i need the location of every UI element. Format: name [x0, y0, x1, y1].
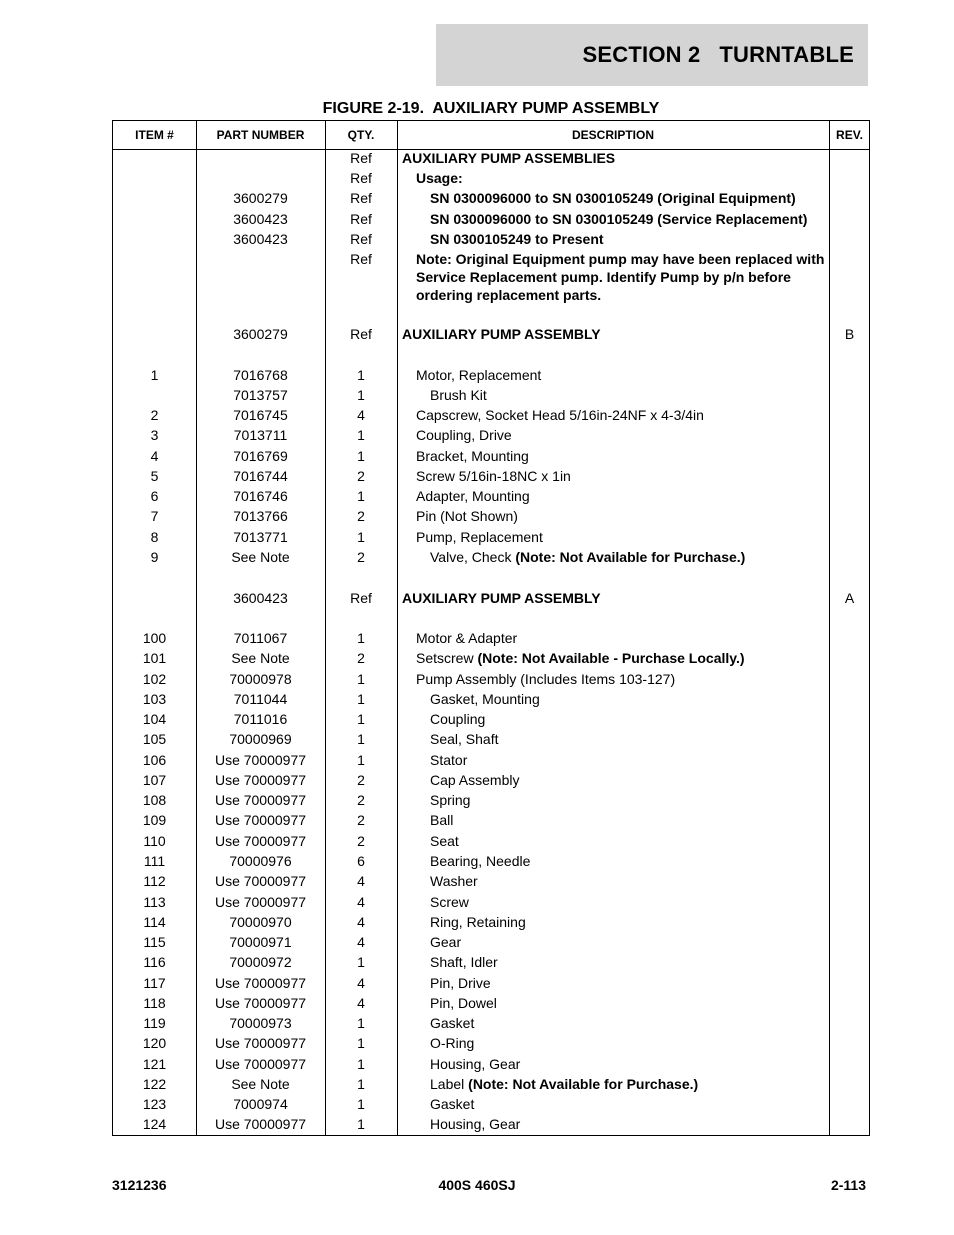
quantity: 1 [357, 367, 365, 383]
description-text: Usage: [416, 170, 463, 186]
quantity: 1 [357, 1035, 365, 1051]
description-text: Coupling, Drive [416, 427, 512, 443]
description [402, 588, 828, 608]
description-text: Screw [430, 894, 469, 910]
description [402, 425, 828, 445]
item-number: 116 [143, 954, 166, 970]
description [402, 229, 828, 249]
part-number: 7011067 [233, 630, 288, 646]
quantity: 2 [357, 833, 365, 849]
quantity: Ref [350, 326, 372, 342]
quantity: 1 [357, 731, 365, 747]
part-number: See Note [231, 549, 290, 565]
item-number: 8 [150, 529, 159, 545]
quantity: 1 [357, 448, 365, 464]
part-number: 7016768 [233, 367, 288, 383]
quantity: 1 [357, 671, 365, 687]
quantity: 2 [357, 508, 365, 524]
table-row [113, 628, 869, 648]
item-number: 103 [142, 691, 167, 707]
part-number: 70000976 [229, 853, 292, 869]
item-number: 124 [142, 1116, 167, 1132]
item-number: 102 [142, 671, 167, 687]
description-text: Pump Assembly (Includes Items 103-127) [416, 671, 676, 687]
description [402, 365, 828, 385]
item-number: 108 [142, 792, 167, 808]
description-text: Ball [430, 812, 454, 828]
item-number: 123 [142, 1096, 167, 1112]
table-row [113, 648, 869, 668]
quantity: 1 [357, 752, 365, 768]
part-number: 7016746 [233, 488, 288, 504]
quantity: 4 [357, 894, 365, 910]
footer-doc-number: 3121236 [112, 1177, 167, 1193]
table-row [113, 851, 869, 871]
description [402, 1074, 828, 1094]
description [402, 851, 828, 871]
item-number: 2 [150, 407, 159, 423]
item-number: 101 [142, 650, 167, 666]
description [402, 993, 828, 1013]
table-row [113, 973, 869, 993]
table-row [113, 148, 869, 168]
description [402, 648, 828, 668]
quantity: 2 [357, 792, 365, 808]
description-text: SN 0300096000 to SN 0300105249 (Service Replacement) [430, 211, 808, 227]
table-row [113, 527, 869, 547]
description [402, 973, 828, 993]
description-text: Gear [430, 934, 462, 950]
part-number: 7013771 [233, 529, 288, 545]
quantity: 2 [357, 468, 365, 484]
quantity: 1 [357, 387, 365, 403]
quantity: Ref [350, 170, 372, 186]
column-header-qty: QTY. [347, 128, 375, 142]
table-row [113, 1114, 869, 1134]
description-text: Spring [430, 792, 471, 808]
quantity: 4 [357, 975, 365, 991]
description-note: (Note: Not Available for Purchase.) [468, 1076, 699, 1092]
part-number: 7013766 [233, 508, 288, 524]
quantity: 4 [357, 914, 365, 930]
part-number: Use 70000977 [214, 995, 307, 1011]
description [402, 466, 828, 486]
item-number: 6 [150, 488, 159, 504]
description-text: O-Ring [430, 1035, 475, 1051]
description [402, 486, 828, 506]
description-text: Shaft, Idler [430, 954, 498, 970]
description-text: Gasket [430, 1096, 475, 1112]
table-row [113, 168, 869, 188]
quantity: 1 [357, 691, 365, 707]
parts-table [112, 120, 870, 1136]
description [402, 871, 828, 891]
description-text: Gasket, Mounting [430, 691, 540, 707]
table-row [113, 405, 869, 425]
description-text: AUXILIARY PUMP ASSEMBLY [402, 590, 601, 606]
table-row [113, 709, 869, 729]
item-number: 112 [143, 873, 166, 889]
description [402, 527, 828, 547]
description-text: Motor & Adapter [416, 630, 518, 646]
table-row [113, 831, 869, 851]
part-number: See Note [231, 650, 290, 666]
description-text: AUXILIARY PUMP ASSEMBLIES [402, 150, 616, 166]
part-number: 7011016 [233, 711, 288, 727]
item-number: 107 [142, 772, 167, 788]
table-row [113, 229, 869, 249]
item-number: 121 [142, 1056, 167, 1072]
description [402, 1033, 828, 1053]
description-text: Bearing, Needle [430, 853, 531, 869]
table-row [113, 365, 869, 385]
quantity: 1 [357, 427, 365, 443]
part-number: Use 70000977 [214, 772, 307, 788]
part-number: 70000973 [229, 1015, 292, 1031]
table-row [113, 486, 869, 506]
part-number: 7011044 [233, 691, 288, 707]
description-text: Gasket [430, 1015, 475, 1031]
table-row [113, 588, 869, 608]
part-number: See Note [231, 1076, 290, 1092]
column-header-description: DESCRIPTION [571, 128, 654, 142]
description [402, 770, 828, 790]
description-text: Housing, Gear [430, 1116, 521, 1132]
table-row [113, 324, 869, 344]
part-number: 7016744 [233, 468, 288, 484]
part-number: 70000970 [229, 914, 292, 930]
table-row [113, 249, 869, 303]
item-number: 117 [143, 975, 166, 991]
description-note: (Note: Not Available - Purchase Locally.) [477, 650, 745, 666]
table-row [113, 892, 869, 912]
item-number: 1 [150, 367, 159, 383]
description-text: Valve, Check [430, 549, 512, 565]
item-number: 114 [143, 914, 166, 930]
description-text: Ring, Retaining [430, 914, 526, 930]
part-number: Use 70000977 [214, 1056, 307, 1072]
part-number: 7013757 [233, 387, 288, 403]
description [402, 385, 828, 405]
description-text: Housing, Gear [430, 1056, 521, 1072]
item-number: 115 [143, 934, 166, 950]
part-number: 3600279 [233, 326, 288, 342]
description-text: Stator [430, 752, 468, 768]
column-header-rev: REV. [836, 128, 863, 142]
description-text: Pin (Not Shown) [416, 508, 518, 524]
description [402, 952, 828, 972]
quantity: 2 [357, 772, 365, 788]
quantity: 2 [357, 812, 365, 828]
description-text: Washer [430, 873, 478, 889]
description-text: Seat [430, 833, 459, 849]
description-text: Seal, Shaft [430, 731, 499, 747]
part-number: 3600279 [233, 190, 288, 206]
table-row [113, 952, 869, 972]
quantity: Ref [350, 150, 372, 166]
figure-title: FIGURE 2-19. AUXILIARY PUMP ASSEMBLY [322, 100, 660, 117]
part-number: Use 70000977 [214, 975, 307, 991]
item-number: 111 [143, 853, 166, 869]
table-row [113, 547, 869, 567]
table-row [113, 770, 869, 790]
description [402, 790, 828, 810]
description-text: Pump, Replacement [416, 529, 543, 545]
description [402, 831, 828, 851]
description-text: AUXILIARY PUMP ASSEMBLY [402, 326, 601, 342]
section-title: SECTION 2 TURNTABLE [582, 42, 854, 67]
quantity: 1 [357, 1116, 365, 1132]
item-number: 104 [142, 711, 167, 727]
item-number: 119 [143, 1015, 166, 1031]
table-row [113, 729, 869, 749]
part-number: 70000969 [229, 731, 292, 747]
quantity: 4 [357, 995, 365, 1011]
description [402, 188, 828, 208]
quantity: 1 [357, 1015, 365, 1031]
part-number: Use 70000977 [214, 894, 307, 910]
quantity: 1 [357, 1076, 365, 1092]
table-row [113, 506, 869, 526]
table-row [113, 932, 869, 952]
part-number: Use 70000977 [214, 1035, 307, 1051]
description-text: Capscrew, Socket Head 5/16in-24NF x 4-3/4in [416, 407, 704, 423]
description-note: (Note: Not Available for Purchase.) [515, 549, 746, 565]
item-number: 5 [150, 468, 159, 484]
quantity: 2 [357, 650, 365, 666]
description [402, 709, 828, 729]
item-number: 9 [150, 549, 159, 565]
description-text: SN 0300105249 to Present [430, 231, 604, 247]
part-number: 7000974 [233, 1096, 288, 1112]
description-text: Coupling [430, 711, 486, 727]
item-number: 109 [142, 812, 167, 828]
description-text: Label [430, 1076, 465, 1092]
part-number: 7013711 [233, 427, 288, 443]
description [402, 729, 828, 749]
description [402, 912, 828, 932]
description [402, 689, 828, 709]
item-number: 122 [142, 1076, 167, 1092]
description-text: Bracket, Mounting [416, 448, 529, 464]
quantity: 4 [357, 407, 365, 423]
description-text: Setscrew [416, 650, 474, 666]
quantity: 1 [357, 488, 365, 504]
item-number: 100 [142, 630, 167, 646]
description-text: SN 0300096000 to SN 0300105249 (Original Equipment) [430, 190, 796, 206]
quantity: 1 [357, 1056, 365, 1072]
footer-model: 400S 460SJ [438, 1177, 516, 1193]
description [402, 547, 828, 567]
item-number: 105 [142, 731, 167, 747]
quantity: 1 [357, 529, 365, 545]
description [402, 506, 828, 526]
quantity: Ref [350, 251, 372, 267]
description-text: Cap Assembly [430, 772, 520, 788]
table-row [113, 188, 869, 208]
description [402, 669, 828, 689]
description [402, 1114, 828, 1134]
item-number: 110 [143, 833, 166, 849]
description [402, 324, 828, 344]
quantity: Ref [350, 211, 372, 227]
quantity: 6 [357, 853, 365, 869]
quantity: Ref [350, 231, 372, 247]
description [402, 148, 828, 168]
description [402, 1054, 828, 1074]
quantity: 2 [357, 549, 365, 565]
table-row [113, 689, 869, 709]
quantity: 4 [357, 934, 365, 950]
description [402, 405, 828, 425]
table-row [113, 810, 869, 830]
item-number: 4 [150, 448, 159, 464]
table-row [113, 385, 869, 405]
item-number: 120 [142, 1035, 167, 1051]
description [402, 209, 828, 229]
section-header [436, 24, 868, 86]
description [402, 892, 828, 912]
table-row [113, 871, 869, 891]
table-row [113, 993, 869, 1013]
description [402, 1094, 828, 1114]
part-number: Use 70000977 [214, 812, 307, 828]
table-row [113, 1054, 869, 1074]
quantity: 1 [357, 1096, 365, 1112]
description-text: Adapter, Mounting [416, 488, 530, 504]
part-number: 70000972 [229, 954, 292, 970]
table-row [113, 446, 869, 466]
quantity: 1 [357, 954, 365, 970]
table-row [113, 750, 869, 770]
item-number: 113 [143, 894, 166, 910]
part-number: Use 70000977 [214, 792, 307, 808]
quantity: Ref [350, 190, 372, 206]
item-number: 118 [143, 995, 166, 1011]
description-text: Note: Original Equipment pump may have been replaced with Service Replacement pump. Identify Pump by p/n before ordering replacement parts. [416, 251, 825, 303]
description [402, 628, 828, 648]
table-row [113, 209, 869, 229]
table-row [113, 425, 869, 445]
column-header-part-number: PART NUMBER [216, 128, 305, 142]
table-row [113, 669, 869, 689]
footer-page-number: 2-113 [830, 1177, 866, 1193]
part-number: 3600423 [233, 590, 288, 606]
part-number: 7016769 [233, 448, 288, 464]
part-number: 7016745 [233, 407, 288, 423]
quantity: 4 [357, 873, 365, 889]
table-row [113, 466, 869, 486]
quantity: 1 [357, 630, 365, 646]
description [402, 810, 828, 830]
table-row [113, 1094, 869, 1114]
quantity: 1 [357, 711, 365, 727]
part-number: Use 70000977 [214, 1116, 307, 1132]
quantity: Ref [350, 590, 372, 606]
item-number: 3 [150, 427, 159, 443]
description-text: Pin, Dowel [430, 995, 497, 1011]
table-row [113, 1013, 869, 1033]
part-number: 3600423 [233, 231, 288, 247]
table-row [113, 790, 869, 810]
description-text: Screw 5/16in-18NC x 1in [416, 468, 571, 484]
description [402, 1013, 828, 1033]
description [402, 250, 828, 304]
part-number: Use 70000977 [214, 752, 307, 768]
description [402, 932, 828, 952]
item-number: 106 [142, 752, 167, 768]
part-number: 70000978 [229, 671, 292, 687]
column-header-item: ITEM # [135, 128, 174, 142]
table-row [113, 912, 869, 932]
description-text: Motor, Replacement [416, 367, 542, 383]
description [402, 750, 828, 770]
part-number: 3600423 [233, 211, 288, 227]
table-row [113, 1074, 869, 1094]
description-text: Pin, Drive [430, 975, 491, 991]
item-number: 7 [150, 508, 159, 524]
revision: A [844, 590, 855, 606]
part-number: 70000971 [229, 934, 292, 950]
table-row [113, 1033, 869, 1053]
description-text: Brush Kit [430, 387, 487, 403]
description [402, 446, 828, 466]
part-number: Use 70000977 [214, 873, 307, 889]
part-number: Use 70000977 [214, 833, 307, 849]
description [402, 168, 828, 188]
revision: B [844, 326, 855, 342]
